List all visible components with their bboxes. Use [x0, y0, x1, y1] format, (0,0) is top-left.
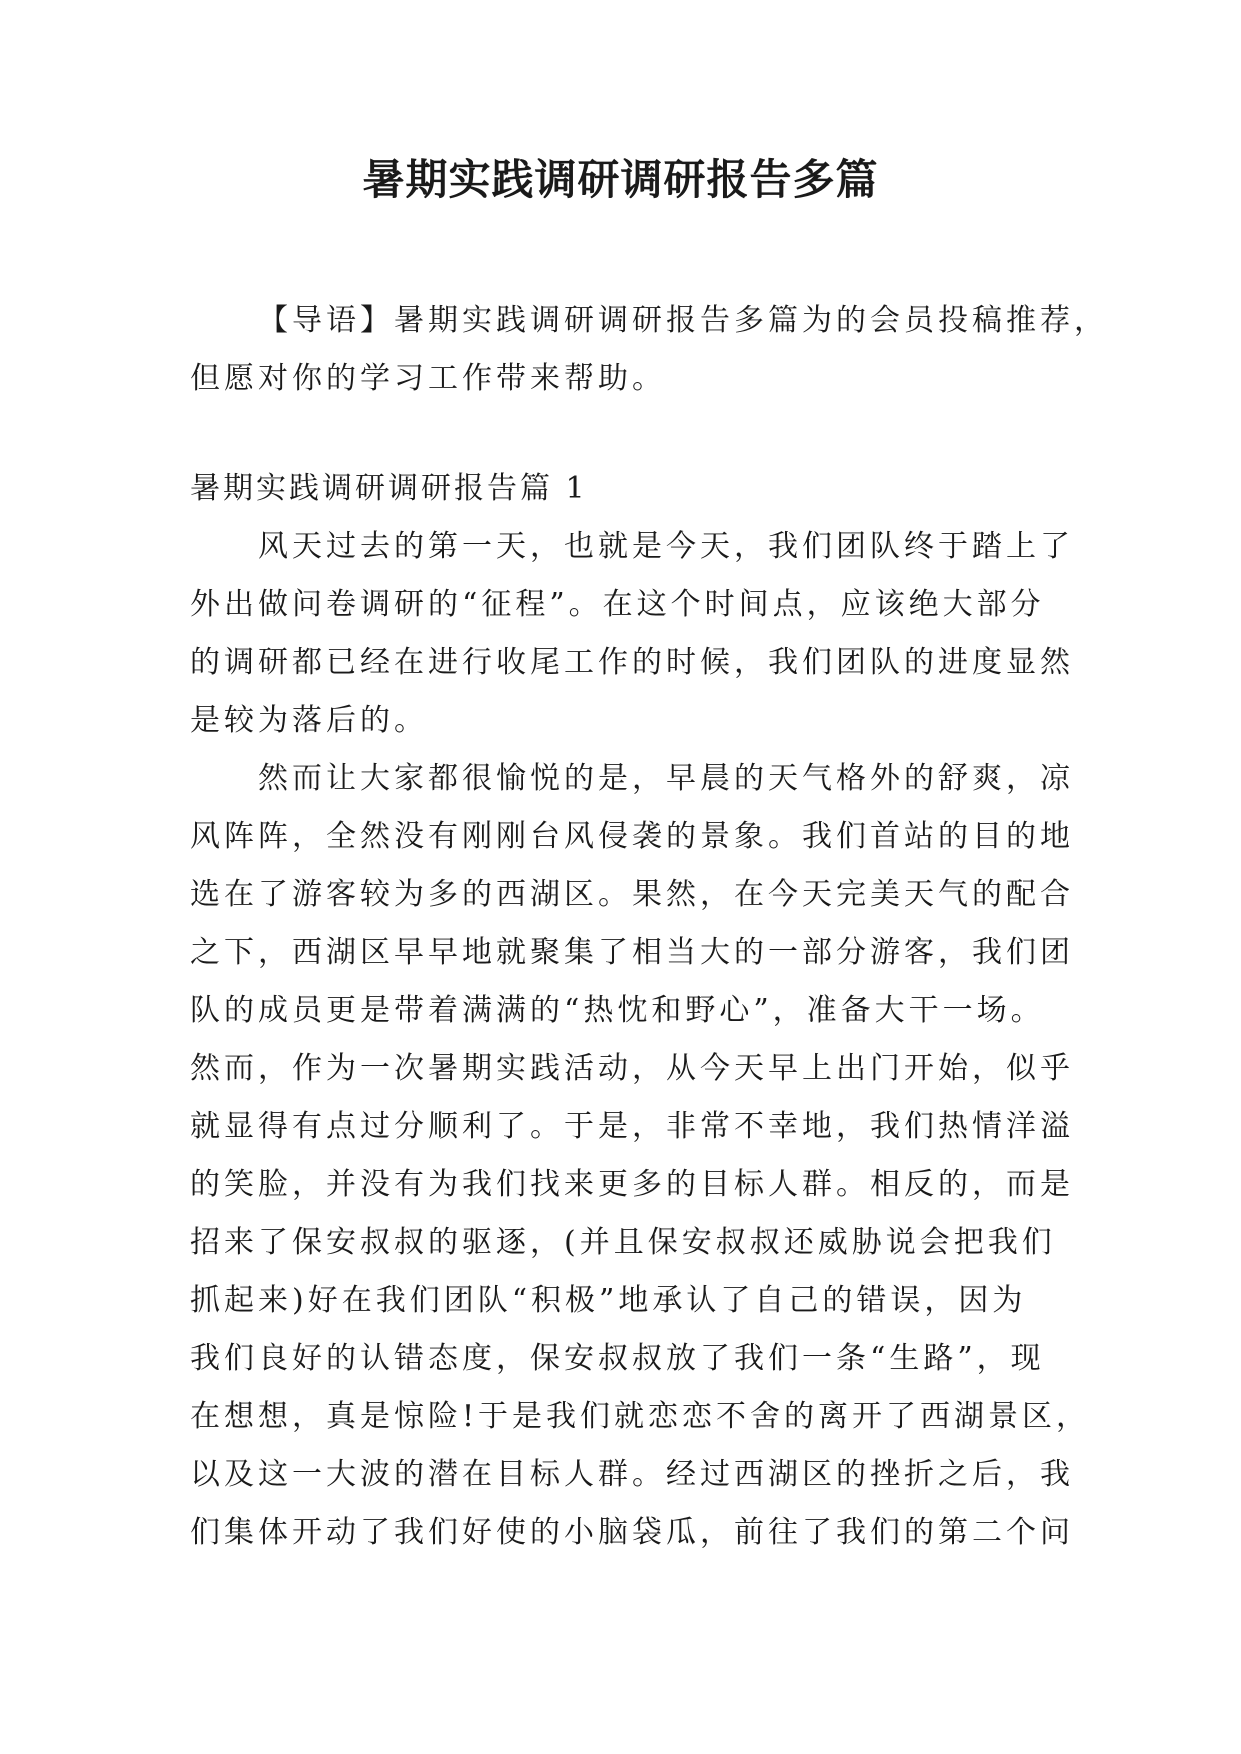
lead-line: 但愿对你的学习工作带来帮助。: [190, 361, 666, 396]
paragraph-line: 队的成员更是带着满满的“热忱和野心”，准备大干一场。: [190, 993, 1045, 1028]
paragraph-1: [190, 518, 1074, 750]
paragraph-line: 之下，西湖区早早地就聚集了相当大的一部分游客，我们团: [190, 935, 1074, 970]
paragraph-line: 然而让大家都很愉悦的是，早晨的天气格外的舒爽，凉: [258, 761, 1074, 796]
section-heading: 暑期实践调研调研报告篇 1: [190, 471, 588, 506]
paragraph-line: 然而，作为一次暑期实践活动，从今天早上出门开始，似乎: [190, 1051, 1074, 1086]
lead-line: 【导语】暑期实践调研调研报告多篇为的会员投稿推荐，: [258, 303, 1108, 338]
section-1: [190, 460, 1091, 1562]
paragraph-line: 是较为落后的。: [190, 703, 428, 738]
paragraph-line: 在想想，真是惊险!于是我们就恋恋不舍的离开了西湖景区，: [190, 1399, 1091, 1434]
paragraph-line: 的笑脸，并没有为我们找来更多的目标人群。相反的，而是: [190, 1167, 1074, 1202]
paragraph-line: 的调研都已经在进行收尾工作的时候，我们团队的进度显然: [190, 645, 1074, 680]
document-title: 暑期实践调研调研报告多篇: [362, 155, 879, 204]
paragraph-line: 风阵阵，全然没有刚刚台风侵袭的景象。我们首站的目的地: [190, 819, 1074, 854]
paragraph-line: 风天过去的第一天，也就是今天，我们团队终于踏上了: [258, 529, 1074, 564]
paragraph-2: [190, 750, 1091, 1562]
paragraph-line: 招来了保安叔叔的驱逐，(并且保安叔叔还威胁说会把我们: [190, 1225, 1056, 1260]
paragraph-line: 们集体开动了我们好使的小脑袋瓜，前往了我们的第二个问: [190, 1515, 1074, 1550]
lead-paragraph: [190, 292, 1108, 408]
paragraph-line: 以及这一大波的潜在目标人群。经过西湖区的挫折之后，我: [190, 1457, 1074, 1492]
paragraph-line: 我们良好的认错态度，保安叔叔放了我们一条“生路”，现: [190, 1341, 1045, 1376]
paragraph-line: 选在了游客较为多的西湖区。果然，在今天完美天气的配合: [190, 877, 1074, 912]
paragraph-line: 外出做问卷调研的“征程”。在这个时间点，应该绝大部分: [190, 587, 1045, 622]
paragraph-line: 抓起来)好在我们团队“积极”地承认了自己的错误，因为: [190, 1283, 1027, 1318]
paragraph-line: 就显得有点过分顺利了。于是，非常不幸地，我们热情洋溢: [190, 1109, 1074, 1144]
